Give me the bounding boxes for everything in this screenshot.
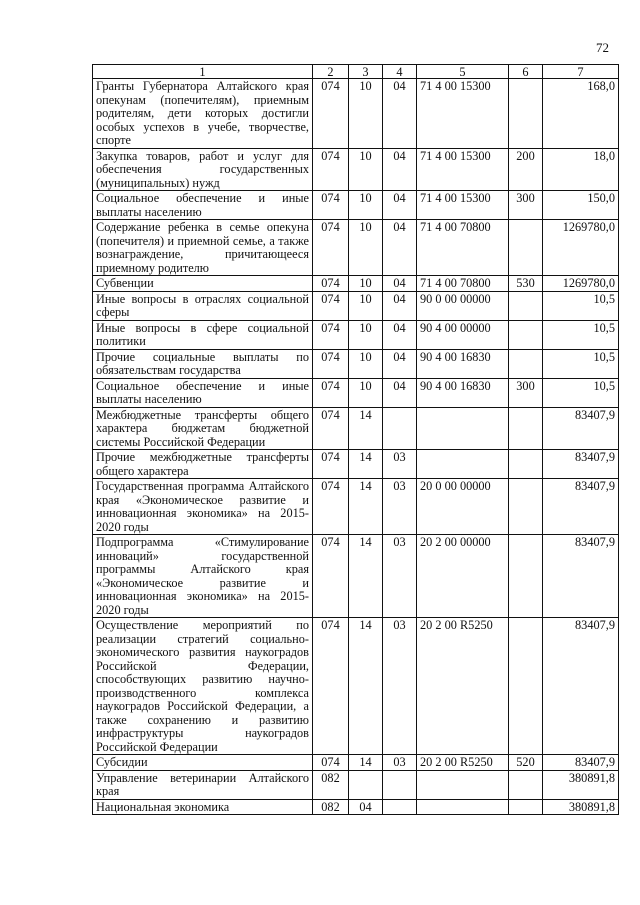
target-article-cell	[417, 450, 509, 479]
table-header-row	[93, 65, 619, 79]
ministry-code-cell: 082	[313, 770, 349, 799]
target-article-cell: 71 4 00 70800	[417, 276, 509, 292]
amount-cell: 1269780,0	[543, 220, 619, 276]
section-code-cell: 10	[349, 220, 383, 276]
ministry-code-cell: 074	[313, 148, 349, 191]
ministry-code-cell: 074	[313, 407, 349, 450]
amount-cell: 10,5	[543, 291, 619, 320]
amount-cell: 1269780,0	[543, 276, 619, 292]
expense-type-cell	[509, 799, 543, 815]
subsection-code-cell: 04	[383, 378, 417, 407]
target-article-cell: 71 4 00 70800	[417, 220, 509, 276]
expense-type-cell	[509, 291, 543, 320]
row-name-cell: Гранты Губернатора Алтайского края опекунам (попечителям), приемным родителям, дети которых достигли особых успехов в учебе, творчестве, спорте	[93, 79, 313, 149]
column-header: 2	[313, 65, 349, 79]
amount-cell: 83407,9	[543, 407, 619, 450]
subsection-code-cell: 03	[383, 535, 417, 618]
ministry-code-cell: 074	[313, 349, 349, 378]
target-article-cell	[417, 407, 509, 450]
ministry-code-cell: 074	[313, 220, 349, 276]
table-row	[93, 349, 619, 378]
ministry-code-cell: 074	[313, 291, 349, 320]
subsection-code-cell: 04	[383, 148, 417, 191]
table-row	[93, 799, 619, 815]
section-code-cell: 10	[349, 276, 383, 292]
column-header: 1	[93, 65, 313, 79]
ministry-code-cell: 074	[313, 618, 349, 755]
table-row	[93, 479, 619, 535]
row-name-cell: Прочие межбюджетные трансферты общего характера	[93, 450, 313, 479]
section-code-cell: 14	[349, 479, 383, 535]
target-article-cell: 20 2 00 R5250	[417, 618, 509, 755]
subsection-code-cell	[383, 407, 417, 450]
table-row	[93, 407, 619, 450]
expense-type-cell	[509, 450, 543, 479]
expense-type-cell: 520	[509, 755, 543, 771]
section-code-cell: 14	[349, 535, 383, 618]
target-article-cell	[417, 799, 509, 815]
target-article-cell: 20 0 00 00000	[417, 479, 509, 535]
subsection-code-cell	[383, 799, 417, 815]
row-name-cell: Содержание ребенка в семье опекуна (попечителя) и приемной семье, а также вознаграждение, причитающееся приемному родителю	[93, 220, 313, 276]
expense-type-cell	[509, 479, 543, 535]
expense-type-cell: 200	[509, 148, 543, 191]
ministry-code-cell: 074	[313, 450, 349, 479]
table-row	[93, 291, 619, 320]
table-row	[93, 770, 619, 799]
amount-cell: 10,5	[543, 320, 619, 349]
table-row	[93, 191, 619, 220]
target-article-cell: 20 2 00 R5250	[417, 755, 509, 771]
section-code-cell: 14	[349, 407, 383, 450]
amount-cell: 83407,9	[543, 755, 619, 771]
column-header: 4	[383, 65, 417, 79]
section-code-cell: 10	[349, 378, 383, 407]
ministry-code-cell: 074	[313, 479, 349, 535]
ministry-code-cell: 082	[313, 799, 349, 815]
amount-cell: 83407,9	[543, 618, 619, 755]
subsection-code-cell: 04	[383, 79, 417, 149]
table-row	[93, 320, 619, 349]
column-header: 5	[417, 65, 509, 79]
row-name-cell: Социальное обеспечение и иные выплаты населению	[93, 378, 313, 407]
subsection-code-cell: 04	[383, 276, 417, 292]
amount-cell: 380891,8	[543, 799, 619, 815]
expense-type-cell: 300	[509, 191, 543, 220]
target-article-cell: 20 2 00 00000	[417, 535, 509, 618]
row-name-cell: Прочие социальные выплаты по обязательствам государства	[93, 349, 313, 378]
ministry-code-cell: 074	[313, 535, 349, 618]
column-header: 3	[349, 65, 383, 79]
table-row	[93, 220, 619, 276]
budget-table	[92, 64, 619, 815]
amount-cell: 168,0	[543, 79, 619, 149]
row-name-cell: Межбюджетные трансферты общего характера бюджетам бюджетной системы Российской Федерации	[93, 407, 313, 450]
expense-type-cell	[509, 618, 543, 755]
row-name-cell: Государственная программа Алтайского края «Экономическое развитие и инновационная экономика» на 2015-2020 годы	[93, 479, 313, 535]
section-code-cell: 14	[349, 618, 383, 755]
subsection-code-cell: 03	[383, 755, 417, 771]
table-row	[93, 378, 619, 407]
table-row	[93, 276, 619, 292]
ministry-code-cell: 074	[313, 755, 349, 771]
target-article-cell: 71 4 00 15300	[417, 79, 509, 149]
amount-cell: 83407,9	[543, 479, 619, 535]
table-row	[93, 755, 619, 771]
row-name-cell: Субвенции	[93, 276, 313, 292]
section-code-cell	[349, 770, 383, 799]
expense-type-cell	[509, 535, 543, 618]
target-article-cell: 90 4 00 16830	[417, 349, 509, 378]
expense-type-cell: 300	[509, 378, 543, 407]
target-article-cell: 71 4 00 15300	[417, 148, 509, 191]
amount-cell: 10,5	[543, 349, 619, 378]
table-row	[93, 450, 619, 479]
section-code-cell: 10	[349, 320, 383, 349]
target-article-cell: 90 4 00 00000	[417, 320, 509, 349]
row-name-cell: Субсидии	[93, 755, 313, 771]
expense-type-cell	[509, 407, 543, 450]
row-name-cell: Осуществление мероприятий по реализации стратегий социально-экономического развития наукоградов Российской Федерации, способствующих развитию научно-производственного комплекса наукоградов Российской Федерации, а также сохранению и развитию инфраструктуры наукоградов Российской Федерации	[93, 618, 313, 755]
subsection-code-cell: 04	[383, 291, 417, 320]
target-article-cell: 90 4 00 16830	[417, 378, 509, 407]
amount-cell: 10,5	[543, 378, 619, 407]
amount-cell: 18,0	[543, 148, 619, 191]
amount-cell: 83407,9	[543, 450, 619, 479]
subsection-code-cell: 03	[383, 479, 417, 535]
table-row	[93, 79, 619, 149]
ministry-code-cell: 074	[313, 320, 349, 349]
subsection-code-cell: 03	[383, 618, 417, 755]
subsection-code-cell: 03	[383, 450, 417, 479]
section-code-cell: 14	[349, 450, 383, 479]
column-header: 6	[509, 65, 543, 79]
target-article-cell: 71 4 00 15300	[417, 191, 509, 220]
target-article-cell: 90 0 00 00000	[417, 291, 509, 320]
subsection-code-cell: 04	[383, 320, 417, 349]
expense-type-cell	[509, 79, 543, 149]
expense-type-cell: 530	[509, 276, 543, 292]
section-code-cell: 10	[349, 291, 383, 320]
amount-cell: 83407,9	[543, 535, 619, 618]
table-row	[93, 148, 619, 191]
expense-type-cell	[509, 320, 543, 349]
section-code-cell: 04	[349, 799, 383, 815]
row-name-cell: Иные вопросы в отраслях социальной сферы	[93, 291, 313, 320]
section-code-cell: 14	[349, 755, 383, 771]
row-name-cell: Закупка товаров, работ и услуг для обеспечения государственных (муниципальных) нужд	[93, 148, 313, 191]
subsection-code-cell: 04	[383, 220, 417, 276]
page-number: 72	[596, 40, 609, 55]
row-name-cell: Социальное обеспечение и иные выплаты населению	[93, 191, 313, 220]
row-name-cell: Национальная экономика	[93, 799, 313, 815]
column-header: 7	[543, 65, 619, 79]
section-code-cell: 10	[349, 148, 383, 191]
expense-type-cell	[509, 770, 543, 799]
expense-type-cell	[509, 220, 543, 276]
ministry-code-cell: 074	[313, 191, 349, 220]
amount-cell: 150,0	[543, 191, 619, 220]
ministry-code-cell: 074	[313, 276, 349, 292]
expense-type-cell	[509, 349, 543, 378]
amount-cell: 380891,8	[543, 770, 619, 799]
ministry-code-cell: 074	[313, 378, 349, 407]
subsection-code-cell: 04	[383, 349, 417, 378]
ministry-code-cell: 074	[313, 79, 349, 149]
row-name-cell: Иные вопросы в сфере социальной политики	[93, 320, 313, 349]
target-article-cell	[417, 770, 509, 799]
section-code-cell: 10	[349, 191, 383, 220]
subsection-code-cell: 04	[383, 191, 417, 220]
subsection-code-cell	[383, 770, 417, 799]
section-code-cell: 10	[349, 349, 383, 378]
section-code-cell: 10	[349, 79, 383, 149]
table-row	[93, 618, 619, 755]
row-name-cell: Управление ветеринарии Алтайского края	[93, 770, 313, 799]
row-name-cell: Подпрограмма «Стимулирование инноваций» государственной программы Алтайского края «Экономическое развитие и инновационная экономика» на 2015-2020 годы	[93, 535, 313, 618]
table-row	[93, 535, 619, 618]
